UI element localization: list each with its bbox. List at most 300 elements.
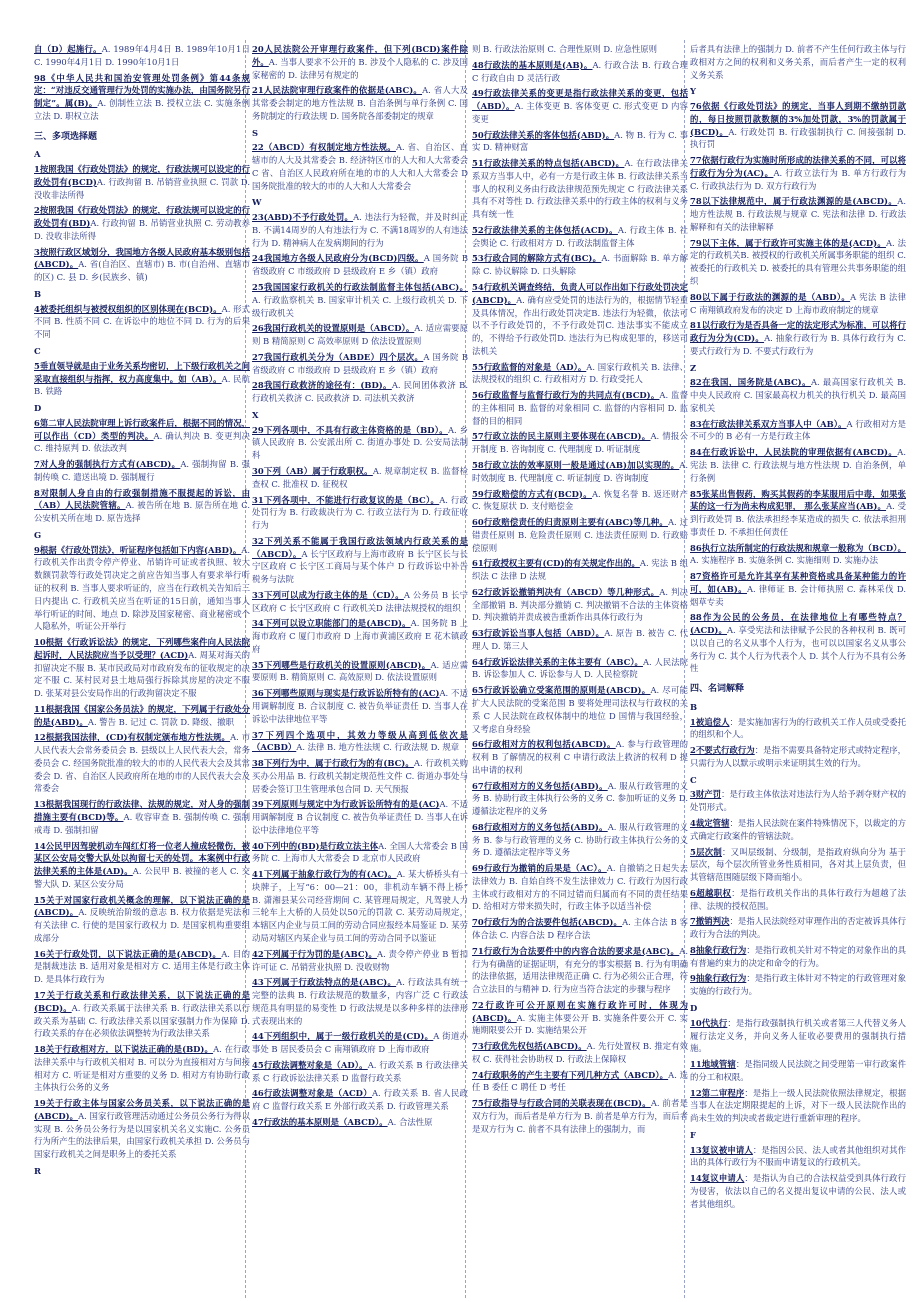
question-item — [472, 916, 688, 942]
options-text: A. 行为有确凿的证据证明，有充分的事实根据 B. 行为有明确的法律依据，适用法律规范正确 C. 行为必须公正合理，符合立法目的与精神 D. 行为应当符合法定的步骤与程序 — [472, 945, 688, 995]
options-text: A. 先行处置权 B. 推定有效权 C. 获得社会协助权 D. 行政法上保障权 — [472, 1041, 688, 1064]
question-text: 25我国国家行政机关的行政法制监督主体包括(ABC)。 — [252, 282, 468, 293]
term: 11地域管辖 — [690, 1059, 736, 1070]
question-text: 2按照我国《行政处罚法》的规定，行政法规可以设定的行政处罚有(BD) — [34, 205, 250, 229]
question-item — [690, 237, 906, 288]
question-text: 67行政相对方的义务包括(ABD)。 — [472, 780, 608, 791]
options-text: A. 行政关系 B 行政法律关系 C 行政诉讼法律关系 D 监督行政关系 — [252, 1059, 468, 1083]
question-text: 36下列哪些原则与现实是行政诉讼所特有的(AC) — [252, 688, 440, 699]
question-text: 40下列中的(BD)是行政立法主体 — [252, 840, 379, 851]
question-text: 77依据行政行为实施时所形成的法律关系的不同，可以将行政行为分为(AC)。 — [690, 155, 906, 178]
question-text: 22（ABCD）有权制定地方性法规。 — [252, 142, 396, 153]
term: 5层次制 — [690, 846, 722, 857]
question-item — [34, 840, 250, 891]
question-text: 自（D）起施行。 — [34, 44, 102, 54]
question-text: 85张某出售假药，购买其假药的李某服用后中毒，如果张某的这一行为尚未构成犯罪， 那么张某应当(AB)。 — [690, 488, 906, 512]
options-text: A. 适应需要原则 B. 精简原则 C. 高效原则 D. 依法设置原则 — [252, 659, 468, 683]
options-text: A. 监督的主体相同 B. 监督的对象相同 C. 监督的内容相同 D. 监督的目的相同 — [472, 390, 688, 426]
index-letter: Z — [690, 362, 697, 373]
question-item — [690, 100, 906, 151]
question-item — [252, 1116, 468, 1129]
question-item — [34, 544, 250, 633]
question-item — [252, 868, 468, 945]
options-text: A. 服从行政管理的义务 B. 参与行政管理的义务 C. 协助行政主体执行公务的义务 D. 遵循法定程序等义务 — [472, 821, 688, 858]
question-item — [252, 757, 468, 795]
question-item — [34, 948, 250, 986]
index-letter: R — [34, 1165, 41, 1176]
options-text: A. 行政机关购买办公用品 B. 行政机关制定规范性文件 C. 街道办事处与居委会签订卫生管理承包合同 D. 天气预报 — [252, 758, 468, 794]
question-text: 49行政法律关系的变更是指行政法律关系的变更，包括（ABD）。 — [472, 88, 688, 112]
question-item — [472, 281, 688, 358]
question-item — [252, 84, 468, 122]
options-text: A. 收容审查 B. 强制传唤 C. 强制戒毒 D. 强制扣留 — [34, 812, 250, 835]
question-item — [690, 570, 906, 608]
options-text: A. 情报公开制度 B. 咨询制度 C. 代理制度 D. 听证制度 — [472, 431, 688, 455]
options-text: A. 确认判决 B. 变更判决 C. 维持原判 D. 依法改判 — [34, 430, 250, 454]
index-letter: B — [34, 288, 42, 299]
options-text: A 长宁区政府与上海市政府 B 长宁区长与长宁区政府 C 长宁区工商局与某个体户 D 行政诉讼中补告税务与法院 — [252, 548, 468, 585]
options-text: A. 规章制定权 B. 监督检查权 C. 批准权 D. 征税权 — [252, 465, 468, 489]
question-text: 86执行立法所制定的行政法规和规章一般称为（BCD）。 — [690, 542, 906, 553]
definition-text: ：是指人民法院经对审理作出的否定被诉具体行政行为合法的判决。 — [690, 916, 906, 940]
question-item — [690, 611, 906, 675]
options-text: A. 行政机关作出责令停产停业、吊销许可证或者执照、较大数额罚款等行政处罚决定之前应告知当事人有要求举行听证的权利 B. 当事人要求听证的，应当在行政机关告知后三日内提出 C. 行政机关应当在听证的15日前，通知当事人举行听证的时间、地点 D. 除涉及国家秘密、商业秘密或个人隐私外，听证公开举行 — [34, 544, 250, 632]
term: 2不要式行政行为 — [690, 745, 755, 756]
options-text: A. 省、自治区、直辖市的人大及其常委会 B. 经济特区市的人大和人大常委会 C 省、自治区人民政府所在地的市的人大和人大常委会 D 国务院批准的较大的市的人大和人大常委会 — [252, 142, 468, 191]
options-text: A. 享受宪法和法律赋予公民的各种权利 B. 既可以以自己的名义从事个人行为，也可以以国家名义从事公务行为 C. 其个人行为代表个人 D. 其个人行为不具有公务性 — [690, 625, 906, 674]
question-text: 46行政法调整对象是（ACD） — [252, 1088, 372, 1099]
question-item — [472, 430, 688, 456]
options-text: A. 全国人大常委会 B 国务院 C. 上海市人大常委会 D 北京市人民政府 — [252, 840, 468, 864]
question-text: 66行政相对方的权利包括(ABCD)。 — [472, 739, 616, 750]
index-letter: C — [34, 345, 41, 356]
options-text: A. 行政立法行为 B. 单方行政行为 C. 行政执法行为 D. 双方行政行为 — [690, 167, 906, 191]
definition-item — [690, 817, 906, 843]
options-text: A. 服从行政管理的义务 B. 协助行政主体执行公务的义务 C. 参加听证的义务 D. 遵循法定程序的义务 — [472, 780, 688, 817]
question-item — [472, 656, 688, 682]
question-item — [472, 488, 688, 514]
question-item — [472, 627, 688, 653]
question-text: 76依据《行政处罚法》的规定，当事人到期不缴纳罚款的，每日按照罚款数额的3%加处罚款，3%的罚款属于(BCD)。 — [690, 101, 906, 137]
question-text: 60行政赔偿责任的归责原则主要有(ABC)等几种。 — [472, 517, 668, 528]
definition-text: ：是指人民法院在案件特殊情况下，以裁定的方式确定行政案件的管辖法院。 — [690, 818, 906, 841]
index-letter: D — [690, 1002, 698, 1013]
question-item — [252, 617, 468, 655]
definition-item — [690, 915, 906, 941]
question-item — [252, 465, 468, 491]
question-text: 4被委托组织与被授权组织的区别体现在(BCD)。 — [34, 303, 222, 314]
term: 8抽象行政行为 — [690, 944, 747, 955]
options-text: 后者具有法律上的强制力 D. 前者不产生任何行政主体与行政相对方之间的权利和义务关系，而后者产生一定的权利义务关系 — [690, 44, 906, 80]
definition-text: ：是指行政机关作出的具体行政行为超越了法律、法规的授权范围。 — [690, 887, 906, 911]
question-item — [472, 780, 688, 818]
options-text: A. 原告 B. 被告 C. 代理人 D. 第三人 — [472, 628, 688, 651]
question-text: 13根据我国现行的行政法律、法规的规定，对人身的强制措施主要有(BCD)等。 — [34, 799, 250, 823]
question-text: 81以行政行为是否具备一定的法定形式为标准，可以将行政行为分为(CD)。 — [690, 320, 906, 344]
question-text: 37下列四个选项中，其效力等级从高到低依次是（ACBD） — [252, 729, 468, 753]
question-item — [252, 322, 468, 348]
options-text: A. 责令停产停业 B 暂扣许可证 C. 吊销营业执照 D. 没收财物 — [252, 948, 468, 972]
question-text: 24我国地方各级人民政府分为(BCD)四级。 — [252, 253, 424, 264]
question-text: 55行政监督的对象是（AD）。 — [472, 361, 587, 372]
text-column-4 — [690, 43, 906, 1295]
term: 12第二审程序 — [690, 1087, 745, 1098]
index-letter: D — [34, 403, 42, 414]
question-text: 84在行政诉讼中，人民法院的审理依据有(ABCD)。 — [690, 447, 898, 458]
definition-item — [690, 1172, 906, 1210]
question-item — [690, 319, 906, 357]
question-item — [252, 424, 468, 462]
question-text: 10根据《行政诉讼法》的规定，下列哪些案件向人民法院起诉时，人民法院应当予以受理？(ACD) — [34, 637, 250, 660]
question-item — [690, 154, 906, 192]
question-text: 11根据我国《国家公务员法》的规定，下列属于行政处分的是(ABD)。 — [34, 703, 250, 727]
question-item — [34, 303, 250, 341]
question-item — [472, 516, 688, 554]
options-text: A. 周某对海关的扣留决定不服 B. 某市民政局对市政府发布的征收规定的决定不服 C. 某村民对县土地局强行拆除其房屋的决定不服 D. 张某对县公安局作出的行政拘留决定不服 — [34, 649, 250, 699]
definition-item — [690, 972, 906, 998]
question-item — [252, 948, 468, 974]
question-text: 15关于对国家行政机关概念的理解，以下说法正确的是(ABCD)。 — [34, 894, 250, 918]
question-text: 51行政法律关系的特点包括(ABCD)。 — [472, 158, 625, 169]
options-text: A. 人民法院 B. 诉讼参加人 C. 诉讼参与人 D. 人民检察院 — [472, 656, 688, 680]
question-item — [252, 211, 468, 249]
question-item — [472, 557, 688, 583]
question-item — [34, 43, 250, 69]
question-item — [252, 589, 468, 615]
question-text: 71行政行为合法要件中的内容合法的要求是(ABC)。 — [472, 945, 680, 956]
question-text: 53行政合同的解除方式有(BC)。 — [472, 253, 602, 264]
question-text: 3按照行政区域划分，我国地方各级人民政府基本级别包括(ABCD)。 — [34, 246, 250, 270]
term: 6超越职权 — [690, 887, 732, 898]
term: 9抽象行政行为 — [690, 973, 747, 984]
question-item — [472, 361, 688, 387]
options-text: A. 律师证 B. 会计师执照 C. 森林采伐 D. 烟草专卖 — [690, 583, 906, 607]
options-text: A 宪法 B 法律 C 南翔镇政府发布的决定 D 上海市政府制定的规章 — [690, 291, 906, 315]
question-text: 26我国行政机关的设置原则是（ABCD）。 — [252, 323, 415, 334]
index-letter: W — [252, 197, 262, 208]
question-item — [472, 1069, 688, 1095]
question-text: 57行政立法的民主原则主要体现在(ABCD)。 — [472, 431, 651, 442]
section-heading: 三、多项选择题 — [34, 131, 98, 142]
question-text: 12根据我国法律，(CD)有权制定颁布地方性法规。 — [34, 732, 231, 743]
options-text: A. 时效制度 B. 代理制度 C. 听证制度 D. 咨询制度 — [472, 459, 688, 483]
definition-text: ：是指同级人民法院之间受理第一审行政案件的分工和权限。 — [690, 1059, 906, 1082]
question-text: 8对限制人身自由的行政强制措施不服提起的诉讼，由（AB）人民法院管辖。 — [34, 487, 250, 511]
term: 3财产罚 — [690, 789, 722, 800]
question-text: 45行政法调整对象是（AD）。 — [252, 1059, 368, 1070]
index-letter: F — [690, 1129, 696, 1140]
term: 14复议申请人 — [690, 1173, 745, 1184]
options-text: A. 目的是制裁违法 B. 适用对象是相对方 C. 适用主体是行政主体 D. 是具体行政行为 — [34, 948, 250, 985]
options-text: A. 主体变更 B. 客体变更 C. 形式变更 D 内容变更 — [472, 101, 688, 124]
options-text: A. 当事人要求不公开的 B. 涉及个人隐私的 C. 涉及国家秘密的 D. 法律另有规定的 — [252, 56, 468, 80]
question-text: 16关于行政处罚，以下说法正确的是(ABCD)。 — [34, 948, 222, 959]
question-text: 41下列属于抽象行政行为的有(AC)。 — [252, 869, 397, 880]
options-text: A. 国务院 B 上海市政府 C 厦门市政府 D 上海市黄浦区政府 E 花木镇政府 — [252, 618, 468, 654]
options-text: A. 最高国家行政机关 B. 中央人民政府 C. 国家最高权力机关的执行机关 D. 最高国家机关 — [690, 377, 906, 413]
question-text: 35下列哪些是行政机关的设置原则(ABCD)。 — [252, 659, 431, 670]
options-text: A. 主体合法 B 客体合法 C. 内容合法 D 程序合法 — [472, 917, 688, 940]
index-letter: X — [252, 409, 259, 420]
index-letter: S — [252, 127, 259, 138]
question-item — [472, 999, 688, 1037]
question-item — [690, 195, 906, 233]
question-text: 73行政优先权包括(ABCD)。 — [472, 1041, 587, 1052]
term: 10代执行 — [690, 1017, 728, 1028]
definition-item — [690, 744, 906, 770]
question-item — [472, 945, 688, 996]
definition-item — [690, 944, 906, 970]
term: 13复议被申请人 — [690, 1144, 753, 1155]
question-text: 39下列原则与规定中为行政诉讼所特有的是(AC) — [252, 799, 440, 810]
question-text: 74行政职务的产生主要有下列几种方式（ABCD）。 — [472, 1069, 669, 1080]
index-letter: G — [34, 529, 42, 540]
options-text: A. 尽可能扩大人民法院的受案范围 B 要将处理司法权与行政权的关系 C 人民法院在政权体制中的地位 D 国情与我国经验，又考虑自身经验 — [472, 685, 688, 734]
definition-text: ：是指行政强制执行机关或者第三人代替义务人履行法定义务，并向义务人征收必要费用的强制执行措施。 — [690, 1017, 906, 1054]
term: 1被追偿人 — [690, 716, 730, 727]
question-item — [472, 1097, 688, 1135]
question-item — [252, 379, 468, 405]
question-text: 30下列（AB）属于行政职权。 — [252, 465, 373, 476]
question-text: 14公民甲因驾驶机动车闯红灯将一位老人撞成轻微伤，被某区公安局交警大队处以拘留七天的处罚。本案例中行政法律关系的主体是(AD)。 — [34, 840, 250, 877]
options-text: A. 不适用调解制度 B. 合议制度 C. 被告负举证责任 D. 当事人在诉讼中法律地位平等 — [252, 688, 468, 724]
question-text: 7对人身的强制执行方式有(ABCD)。 — [34, 459, 181, 470]
question-text: 54行政机关调查终结，负责人可以作出如下行政处罚决定(ABCD)。 — [472, 282, 688, 305]
options-text: A. 选任 B 委任 C 聘任 D 考任 — [472, 1069, 688, 1093]
question-text: 32下列关系不能属于我国行政法领域内行政关系的是（ABCD）。 — [252, 535, 468, 559]
options-text: A. 行政处罚行为 B. 行政裁决行为 C. 行政立法行为 D. 行政征收行为 — [252, 494, 468, 531]
options-text: A. 前者是双方行为，而后者是单方行为 B. 前者是单方行为，而后者是双方行为 C. 前者不具有法律上的强制力，而 — [472, 1098, 688, 1134]
question-item — [472, 862, 688, 913]
question-item — [34, 417, 250, 455]
options-text: A 行政相对方是不可少的 B 必有一方是行政主体 — [690, 418, 906, 442]
question-item — [472, 389, 688, 427]
definition-item — [690, 1087, 906, 1125]
options-text: A. 宪法 B 组织法 C 法律 D 法规 — [472, 558, 688, 582]
question-text: 82在我国，国务院是(ABC)。 — [690, 377, 811, 388]
question-text: 29下列各项中，不具有行政主体资格的是（BD）。 — [252, 424, 448, 435]
options-text: A. 宪法 B. 法律 C. 行政法规与地方性法规 D. 自治条例，单行条例 — [690, 447, 906, 483]
question-item — [34, 360, 250, 398]
question-text: 44下列组织中，属于一级行政机关的是(CD)。 — [252, 1031, 434, 1042]
term: 4裁定管辖 — [690, 818, 730, 829]
question-item — [690, 542, 906, 568]
question-text: 56行政监督与监督行政行为的共同点有(BCD)。 — [472, 390, 660, 401]
options-text: A. 省(自治区、直辖市) B. 市(自治州、直辖市的区) C. 县 D. 乡(民族乡、镇) — [34, 259, 250, 283]
options-text: A. 法律 B. 地方性法规 C. 行政法规 D. 规章 — [296, 742, 460, 753]
question-text: 87资格许可是允许其享有某种资格或具备某种能力的许可，如(AB)。 — [690, 571, 906, 594]
question-item — [252, 840, 468, 866]
question-item — [472, 224, 688, 250]
continued-text — [472, 43, 688, 56]
options-text: A. 自撤销之日起失去法律效力 B. 自始自终不发生法律效力 C. 行政行为因行政主体或行政相对方的不同过错而归属而有不同的责任结果 D. 给相对方带来损失时，行政主体予以适当补偿 — [472, 863, 688, 912]
question-text: 83在行政法律关系双方当事人中（AB）。 — [690, 418, 847, 429]
definition-item — [690, 1058, 906, 1084]
definition-item — [690, 887, 906, 913]
options-text: A. 受到行政处罚 B. 依法承担经李某造成的损失 C. 依法承担刑事责任 D. 不承担任何责任 — [690, 501, 906, 537]
options-text: A. 强制拘留 B. 强制传唤 C. 遣送出境 D. 强制履行 — [34, 459, 250, 482]
question-text: 1按照我国《行政处罚法》的规定，行政法规可以设定的行政处罚有(BCD) — [34, 164, 250, 187]
question-text: 72行政许可公开原则在实施行政许可时，体现为(ABCD)。 — [472, 999, 688, 1023]
options-text: A. 合法性原 — [387, 1116, 433, 1127]
continued-text — [690, 43, 906, 81]
definition-item — [690, 1144, 906, 1170]
options-text: A. 在行政法律关系中与行政机关相对 B. 可以分为直接相对方与间接相对方 C. 听证是相对方重要的义务 D. 相对方有协助行政主体执行公务的义务 — [34, 1044, 250, 1093]
question-item — [34, 731, 250, 795]
question-text: 58行政立法的效率原则一般是通过(AB)加以实现的。 — [472, 459, 680, 470]
question-text: 21人民法院审理行政案件的依据是(ABC)。 — [252, 85, 423, 96]
question-item — [252, 43, 468, 81]
question-item — [34, 163, 250, 201]
question-item — [34, 894, 250, 945]
options-text: A. 国家行政机关 B. 法律、法规授权的组织 C. 行政相对方 D. 行政受托人 — [472, 361, 688, 385]
options-text: A. 民间团体救济 B. 行政机关救济 C. 民政救济 D. 司法机关救济 — [252, 380, 468, 404]
question-text: 64行政诉讼法律关系的主体主要有（ABC）。 — [472, 656, 643, 667]
question-text: 78以下法律规范中，属于行政法渊源的是(ABCD)。 — [690, 196, 898, 207]
question-item — [472, 59, 688, 85]
question-text: 65行政诉讼确立受案范围的原则是(ABCD)。 — [472, 685, 651, 696]
question-text: 28我国行政救济的途径有：(BD)。 — [252, 380, 392, 391]
options-text: A. 1989年4月4日 B. 1989年10月1日 C. 1990年4月1日 D. 1990年10月1日 — [34, 44, 250, 67]
question-text: 17关于行政关系和行政法律关系，以下说法正确的是(BCD)。 — [34, 989, 250, 1013]
section-heading: 四、名词解释 — [690, 684, 745, 695]
question-item — [472, 252, 688, 278]
question-item — [34, 1097, 250, 1161]
index-letter: Y — [690, 86, 696, 97]
question-item — [34, 703, 250, 729]
options-text: A. 实施主体要公开 B. 实施条件要公开 C. 实施期限要公开 D. 实施结果公开 — [472, 1012, 688, 1036]
options-text: A. 行政合法 B. 行政合理 C 行政自由 D 灵活行政 — [472, 59, 688, 83]
question-item — [690, 376, 906, 414]
definition-text: ：是指因公民、法人或者其他组织对其作出的具体行政行为不服而申请复议的行政机关。 — [690, 1144, 906, 1168]
question-item — [472, 87, 688, 125]
question-item — [690, 291, 906, 317]
question-text: 31下列各项中，不能进行行政复议的是（BC）。 — [252, 494, 440, 505]
question-text: 88作为公民的公务员，在法律地位上有哪些特点？(ACD)。 — [690, 612, 906, 636]
text-column-3 — [472, 43, 688, 1295]
definition-text: ：是实施加害行为的行政机关工作人员或受委托的组织和个人。 — [690, 716, 906, 740]
question-item — [252, 351, 468, 377]
question-text: 19关于行政主体与国家公务员关系，以下说法正确的是(ABCD)。 — [34, 1098, 250, 1121]
options-text: A. 行政关系属于法律关系 B. 行政法律关系以行政关系为基础 C. 行政法律关系以国家强制力作为保障 D. 行政关系的存在必须依法调整转为行政法律关系 — [34, 1002, 250, 1039]
question-text: 98《中华人民共和国治安管理处罚条例》第44条规定：“对违反交通管理行为处罚的实施办法，由国务院另行制定”。属(B)。 — [34, 72, 250, 109]
definition-text: ：是指上一级人民法院依照法律规定，根据当事人在法定期限提起的上诉，对下一级人民法院作出的尚未生效的判决或者裁定进行重新审理的程序。 — [690, 1087, 906, 1124]
question-text: 63行政诉讼当事人包括（ABD）。 — [472, 628, 605, 639]
text-column-1 — [34, 43, 250, 1295]
options-text: A. 判决全部撤销 B. 判决部分撤销 C. 判决撤销不合法的主体资格 D. 判决撤销并责成被告重新作出具体行政行为 — [472, 586, 688, 623]
question-item — [252, 798, 468, 836]
question-text: 80以下属于行政法的渊源的是（ABD）。 — [690, 291, 851, 302]
question-item — [34, 989, 250, 1040]
index-letter: C — [690, 774, 697, 785]
question-item — [252, 687, 468, 725]
question-item — [252, 1087, 468, 1113]
question-item — [472, 459, 688, 485]
options-text: A. 形式不同 B. 性质不同 C. 在诉讼中的地位不同 D. 行为的后果不同 — [34, 303, 250, 340]
definition-item — [690, 846, 906, 884]
question-text: 18关于行政相对方，以下说法正确的是(BD)。 — [34, 1044, 214, 1055]
question-text: 34下列可以设立职能部门的是(ABCD)。 — [252, 618, 411, 629]
definition-text: ：又叫层级制、分级制，是指政府纵向分为 基于层次，每个层次所管业务性质相同，各对其上层负责，但其管辖范围随层级下降而缩小。 — [690, 846, 906, 883]
options-text: A. 恢复名誉 B. 返还财产 C. 恢复原状 D. 支付赔偿金 — [472, 488, 688, 512]
options-text: A. 创制性立法 B. 授权立法 C. 实施条例立法 D. 职权立法 — [34, 98, 250, 121]
options-text: A. 物 B. 行为 C. 事实 D. 精神财富 — [472, 129, 688, 153]
options-text: A. 在行政法律关系双方当事人中，必有一方是行政主体 B. 行政法律关系当事人的权利义务由行政法律规范预先规定 C 行政法律关系具有不对等性 D. 行政法律关系中的行政主体的权利与义务具有统一性 — [472, 158, 688, 220]
question-item — [472, 684, 688, 735]
question-text: 38下列行为中，属于行政行为的有(BC)。 — [252, 758, 414, 769]
options-text: A. 民航 B. 铁路 — [34, 373, 250, 397]
question-text: 42下列属于行为罚的是(ABC)。 — [252, 948, 378, 959]
definition-text: ：是指行政机关针对不特定的对象作出的具有普遍约束力的决定和命令的行为。 — [690, 944, 906, 968]
question-text: 79以下主体，属于行政许可实施主体的是(ACD)。 — [690, 237, 886, 248]
options-text: A. 行政法具有统一完整的法典 B. 行政法规范的数量多，内容广泛 C 行政法规范具有明显的易变性 D 行政法规是以多种多样的法律形式表现出来的 — [252, 977, 468, 1026]
options-text: A 国务院 B 省级政府 C 市级政府 D 县级政府 E 乡（镇）政府 — [252, 253, 468, 277]
definition-text: ：是指认为自己的合法权益受到具体行政行为侵害，依法以自己的名义提出复议申请的公民、法人或者其他组织。 — [690, 1173, 906, 1209]
options-text: A. 不适用调解制度 B 合议制度 C. 被告负举证责任 D. 当事人在诉讼中法律地位平等 — [252, 799, 468, 835]
options-text: A. 实施程序 B. 实施条例 C. 实施细则 D. 实施办法 — [690, 555, 879, 566]
question-item — [690, 418, 906, 444]
options-text: 则 B. 行政法治原则 C. 合理性原则 D. 应急性原则 — [472, 44, 658, 54]
question-text: 61行政授权主要有(CD)的有关规定作出的。 — [472, 558, 640, 569]
question-text: 59行政赔偿的方式有(BCD)。 — [472, 488, 592, 499]
question-item — [34, 246, 250, 284]
question-item — [472, 1040, 688, 1066]
options-text: A. 乡镇人民政府 B. 公安派出所 C. 街道办事处 D. 公安局法制科 — [252, 424, 468, 461]
options-text: A. 抽象行政行为 B. 具体行政行为 C. 要式行政行为 D. 不要式行政行为 — [690, 333, 906, 356]
question-text: 50行政法律关系的客体包括(ABD)。 — [472, 129, 615, 140]
text-column-2 — [252, 43, 468, 1295]
options-text: A. 市人民代表大会常务委员会 B. 县级以上人民代表大会，常务委员会 C. 经国务院批准的较大的市的人民代表大会及其常委会 D. 省、自治区人民政府所在地的市的人民代表大会及常委会 — [34, 732, 250, 794]
question-item — [34, 1043, 250, 1094]
question-text: 33下列可以成为行政主体的是（CD）。 — [252, 589, 404, 600]
options-text: A 公务员 B 长宁区政府 C 长宁区政府 C 行政机关D 法律法规授权的组织 — [252, 589, 468, 613]
question-item — [34, 458, 250, 484]
term: 7撤销判决 — [690, 916, 730, 927]
question-text: 27我国行政机关分为（ABDE）四个层次。 — [252, 351, 424, 362]
question-item — [252, 141, 468, 192]
options-text: A. 违法行为轻微，并及时纠正 B. 不满14周岁的人有违法行为 C. 不满18周岁的人有违法行为 D. 精神病人在发病期间的行为 — [252, 212, 468, 248]
options-text: A. 国家行政管理活动通过公务员公务行为得以实现 B. 公务员公务行为是以国家机关名义实施C. 公务员行为所产生的法律后果，由国家行政机关承担 D. 公务员与国家行政机关之间是职务上的委托关系 — [34, 1110, 250, 1160]
definition-text: ：是行政主体依法对违法行为人给予剥夺财产权的处罚形式。 — [690, 789, 906, 813]
options-text: A. 书面解除 B. 单方解除 C. 协议解除 D. 口头解除 — [472, 253, 688, 277]
options-text: A. 行政关系 B. 省人民政府 C 监督行政关系 E 外部行政关系 D. 行政管理关系 — [252, 1088, 468, 1112]
question-item — [34, 204, 250, 242]
question-item — [252, 494, 468, 532]
question-text: 43下列属于行政法特点的是(ABC)。 — [252, 977, 397, 988]
question-text: 23(ABD)不予行政处罚。 — [252, 212, 354, 223]
question-item — [472, 738, 688, 776]
options-text: A. 过错责任原则 B. 危险责任原则 C. 违法责任原则 D. 行政赔偿原则 — [472, 517, 688, 553]
options-text: A. 适应需要原则 B 精简原则 C 高效率原则 D 依法设置原则 — [252, 323, 468, 347]
question-text: 20人民法院公开审理行政案件，但下列(BCD)案件除外。 — [252, 44, 468, 67]
question-text: 68行政相对方的义务包括(ABD)。 — [472, 821, 608, 832]
question-item — [252, 281, 468, 319]
question-item — [252, 729, 468, 755]
options-text: A. 参与行政管理的权利 B 了解情况的权利 C 申请行政法上救济的权利 D 提出申请的权利 — [472, 739, 688, 775]
options-text: A. 行政处罚 B. 行政强制执行 C. 间接强制 D. 执行罚 — [690, 126, 906, 150]
question-item — [252, 659, 468, 685]
question-item — [252, 1059, 468, 1085]
question-item — [472, 129, 688, 155]
question-text: 6第二审人民法院审理上诉行政案件后，根据不同的情况，可以作出（CD）类型的判决。 — [34, 417, 250, 441]
definition-item — [690, 788, 906, 814]
question-text: 9根据《行政处罚法》，听证程序包括如下内容(ABD)。 — [34, 544, 242, 555]
definition-item — [690, 1017, 906, 1055]
question-item — [34, 636, 250, 700]
question-item — [252, 976, 468, 1027]
question-item — [690, 488, 906, 539]
question-text: 70行政行为的合法要件包括(ABCD)。 — [472, 917, 623, 928]
